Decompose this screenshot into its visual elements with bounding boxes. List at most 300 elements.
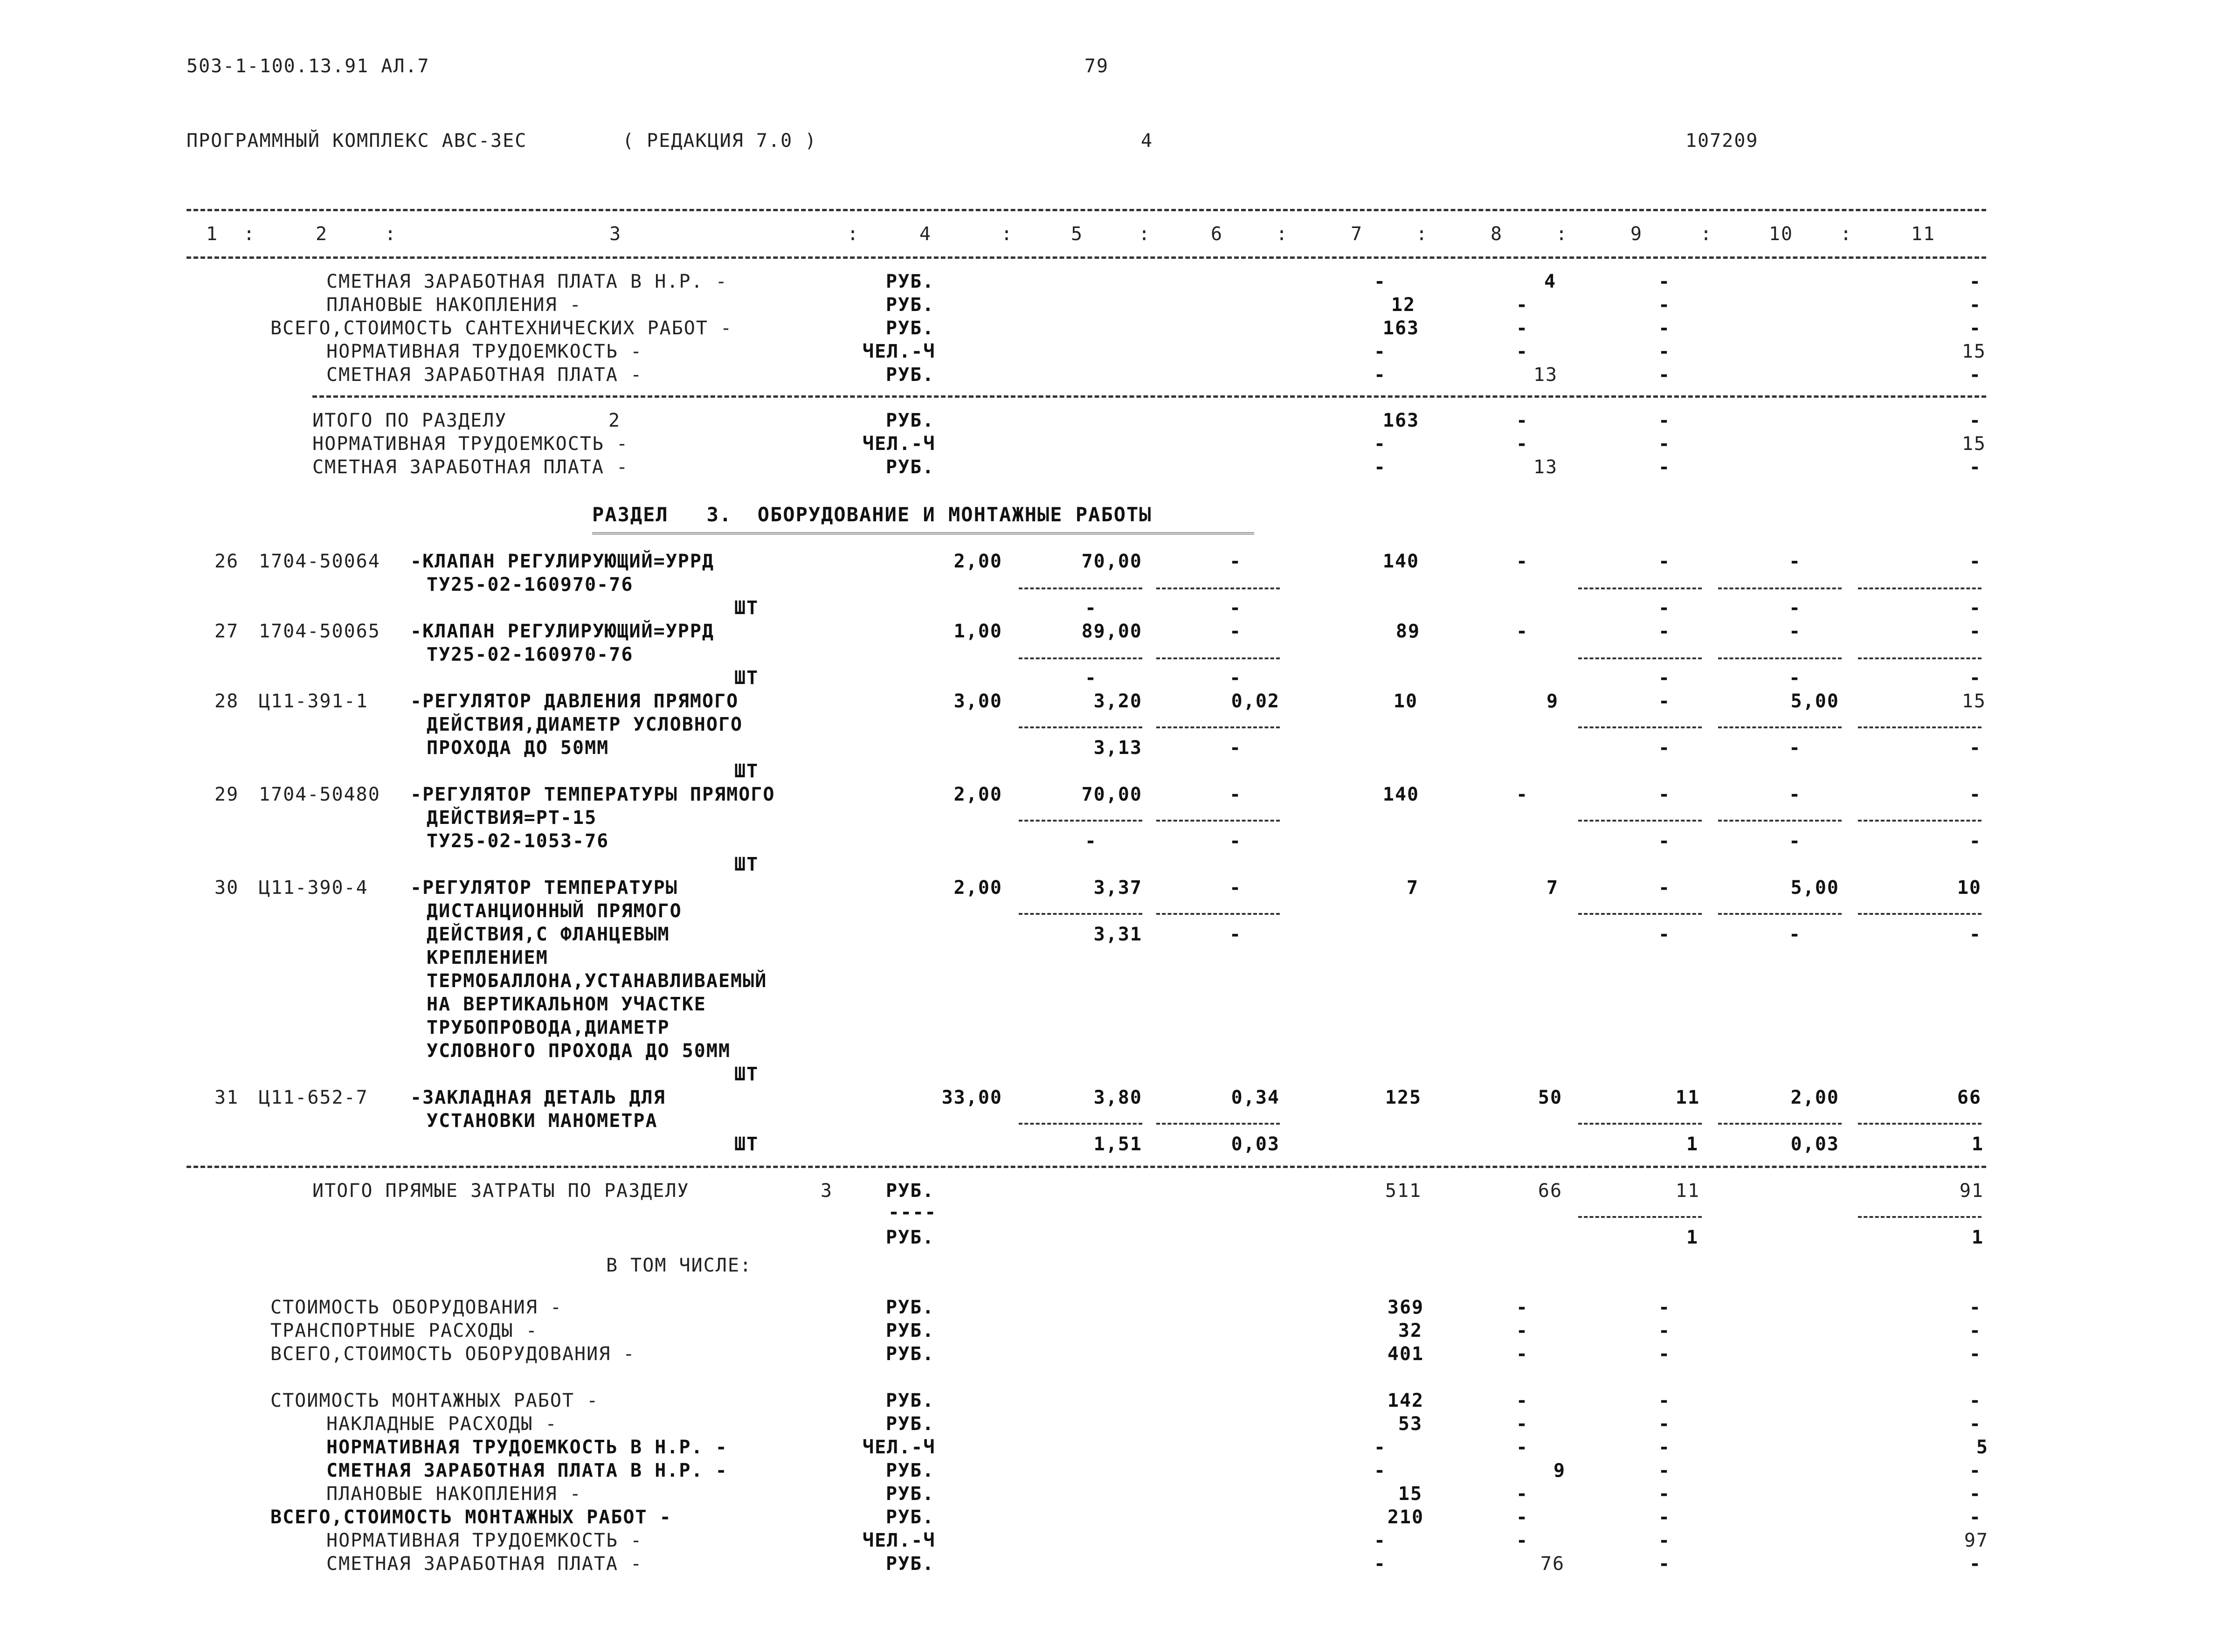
value-col9: - xyxy=(1658,1413,1671,1435)
sub-value-col10: - xyxy=(1788,737,1802,759)
row-desc-line: -РЕГУЛЯТОР ТЕМПЕРАТУРЫ ПРЯМОГО xyxy=(410,784,775,805)
row-desc-line: ДЕЙСТВИЯ=РТ-15 xyxy=(427,807,597,829)
summary-label: НОРМАТИВНАЯ ТРУДОЕМКОСТЬ - xyxy=(326,341,643,362)
sub-value-col10: - xyxy=(1788,597,1802,619)
value-col8: 13 xyxy=(1533,364,1558,386)
summary-label: НОРМАТИВНАЯ ТРУДОЕМКОСТЬ В Н.Р. - xyxy=(326,1437,728,1458)
split-rule xyxy=(1156,726,1280,728)
col-header-6: 6 xyxy=(1210,223,1223,245)
unit: ЧЕЛ.-Ч xyxy=(863,1530,936,1551)
row-desc-line: ТУ25-02-1053-76 xyxy=(427,830,609,852)
value-col7: - xyxy=(1374,433,1387,455)
value-col9: - xyxy=(1658,410,1671,431)
sub-value-col11: - xyxy=(1969,667,1981,689)
split-rule xyxy=(1858,726,1981,728)
sub-value-col11: - xyxy=(1969,924,1981,945)
value-col9: - xyxy=(1658,1320,1671,1341)
value-col8: 13 xyxy=(1533,456,1558,478)
value-col8: - xyxy=(1516,1320,1529,1341)
value-col9: 11 xyxy=(1675,1087,1700,1108)
unit-sht: ШТ xyxy=(734,1064,759,1085)
split-rule xyxy=(1156,820,1280,822)
value-col6: - xyxy=(1229,877,1242,899)
value-col9: - xyxy=(1658,1460,1671,1481)
unit: РУБ. xyxy=(886,456,935,478)
value-col8: - xyxy=(1516,410,1529,431)
value-col7: 142 xyxy=(1387,1390,1424,1411)
unit: РУБ. xyxy=(886,410,935,431)
col-separator: : xyxy=(243,223,256,245)
value-col7: 125 xyxy=(1385,1087,1422,1108)
col-header-8: 8 xyxy=(1490,223,1503,245)
value-col7: 401 xyxy=(1387,1343,1424,1365)
value-qty: 3,00 xyxy=(953,691,1002,712)
summary-label: ТРАНСПОРТНЫЕ РАСХОДЫ - xyxy=(270,1320,538,1341)
document-code: 503-1-100.13.91 АЛ.7 xyxy=(186,55,430,77)
value-col9: - xyxy=(1658,364,1671,386)
split-rule xyxy=(1156,1123,1280,1125)
value-col10: 5,00 xyxy=(1790,877,1839,899)
page-number: 79 xyxy=(1084,55,1109,77)
split-rule xyxy=(1019,913,1142,915)
sub-value-col10: - xyxy=(1788,667,1802,689)
unit-sht: ШТ xyxy=(734,760,759,782)
summary-label: НОРМАТИВНАЯ ТРУДОЕМКОСТЬ - xyxy=(326,1530,643,1551)
value-qty: 2,00 xyxy=(953,551,1002,572)
row-desc-line: ДИСТАНЦИОННЫЙ ПРЯМОГО xyxy=(427,900,682,922)
value-col7: 163 xyxy=(1382,318,1420,339)
value-col5: 3,37 xyxy=(1093,877,1142,899)
value-col8: - xyxy=(1516,1413,1529,1435)
sheet-number: 4 xyxy=(1140,130,1153,152)
sub-value-col11: - xyxy=(1969,830,1981,852)
value-col7: 10 xyxy=(1393,691,1418,712)
sub-value-col5: - xyxy=(1084,667,1098,689)
sub-value-col6: - xyxy=(1229,924,1242,945)
value-col11: - xyxy=(1969,551,1981,572)
value-col11: 15 xyxy=(1961,691,1986,712)
unit: РУБ. xyxy=(886,1507,935,1528)
value-col7: - xyxy=(1374,1530,1387,1551)
sub-value-col9: - xyxy=(1658,830,1671,852)
value-col7: 12 xyxy=(1391,294,1416,316)
summary-label: ВСЕГО,СТОИМОСТЬ САНТЕХНИЧЕСКИХ РАБОТ - xyxy=(270,318,733,339)
including-heading: В ТОМ ЧИСЛЕ: xyxy=(606,1255,752,1276)
unit-sht: ШТ xyxy=(734,597,759,619)
split-rule xyxy=(1156,657,1280,659)
split-rule xyxy=(1718,588,1842,589)
section-number: 3 xyxy=(821,1180,833,1202)
value-col9: - xyxy=(1658,1343,1671,1365)
sub-value-col9: 1 xyxy=(1686,1227,1699,1248)
row-desc-line: ДЕЙСТВИЯ,ДИАМЕТР УСЛОВНОГО xyxy=(427,714,743,735)
split-rule xyxy=(1858,1216,1981,1218)
value-col10: 2,00 xyxy=(1790,1087,1839,1108)
summary-label: СМЕТНАЯ ЗАРАБОТНАЯ ПЛАТА - xyxy=(326,364,643,386)
value-col7: - xyxy=(1374,456,1387,478)
row-desc-line: НА ВЕРТИКАЛЬНОМ УЧАСТКЕ xyxy=(427,994,706,1015)
value-col8: - xyxy=(1516,621,1529,642)
row-code: 1704-50064 xyxy=(259,551,380,572)
value-col5: 89,00 xyxy=(1081,621,1142,642)
total-label: ИТОГО ПРЯМЫЕ ЗАТРАТЫ ПО РАЗДЕЛУ xyxy=(312,1180,690,1202)
unit: РУБ. xyxy=(886,1180,935,1202)
sub-value-col10: 0,03 xyxy=(1790,1134,1839,1155)
value-col7: - xyxy=(1374,271,1387,292)
value-col8: 76 xyxy=(1540,1553,1565,1575)
col-header-10: 10 xyxy=(1768,223,1794,245)
value-col7: 210 xyxy=(1387,1507,1424,1528)
section-title-underline xyxy=(592,532,1254,536)
value-col7: - xyxy=(1374,1437,1387,1458)
unit: ЧЕЛ.-Ч xyxy=(863,341,936,362)
col-header-4: 4 xyxy=(919,223,932,245)
col-separator: : xyxy=(1700,223,1713,245)
row-number: 28 xyxy=(214,691,239,712)
header-bottom-rule xyxy=(186,256,1986,259)
value-col11: 5 xyxy=(1976,1437,1988,1458)
split-rule xyxy=(1858,913,1981,915)
program-title: ПРОГРАММНЫЙ КОМПЛЕКС АВС-3ЕС xyxy=(186,130,527,152)
row-code: 1704-50480 xyxy=(259,784,380,805)
value-qty: 2,00 xyxy=(953,784,1002,805)
value-col7: 511 xyxy=(1385,1180,1422,1202)
value-col8: - xyxy=(1516,294,1529,316)
value-col8: - xyxy=(1516,341,1529,362)
header-top-rule xyxy=(186,209,1986,211)
summary-label: СМЕТНАЯ ЗАРАБОТНАЯ ПЛАТА - xyxy=(312,456,629,478)
value-col11: - xyxy=(1969,1553,1981,1575)
value-col11: - xyxy=(1969,1297,1981,1318)
value-col8: - xyxy=(1516,1483,1529,1505)
col-header-5: 5 xyxy=(1070,223,1084,245)
value-col11: - xyxy=(1969,364,1981,386)
value-col6: - xyxy=(1229,621,1242,642)
summary-label: ВСЕГО,СТОИМОСТЬ МОНТАЖНЫХ РАБОТ - xyxy=(270,1507,672,1528)
split-rule xyxy=(1578,820,1702,822)
value-col7: 89 xyxy=(1395,621,1421,642)
value-col6: 0,34 xyxy=(1231,1087,1280,1108)
value-col11: - xyxy=(1969,294,1981,316)
value-col9: - xyxy=(1658,1437,1671,1458)
split-rule xyxy=(1578,588,1702,589)
value-col7: 32 xyxy=(1398,1320,1423,1341)
unit: РУБ. xyxy=(886,294,935,316)
row-number: 26 xyxy=(214,551,239,572)
value-col9: - xyxy=(1658,621,1671,642)
row-code: Ц11-391-1 xyxy=(259,691,368,712)
split-rule xyxy=(1019,588,1142,589)
row-desc-line: ТУ25-02-160970-76 xyxy=(427,644,634,665)
value-col11: - xyxy=(1969,318,1981,339)
value-col8: - xyxy=(1516,1507,1529,1528)
unit: РУБ. xyxy=(886,1390,935,1411)
col-header-9: 9 xyxy=(1630,223,1643,245)
split-rule xyxy=(1156,588,1280,589)
split-rule xyxy=(1858,657,1981,659)
sub-value-col5: 3,13 xyxy=(1093,737,1142,759)
value-col11: - xyxy=(1969,271,1981,292)
value-col11: 15 xyxy=(1961,433,1986,455)
value-col5: 3,20 xyxy=(1093,691,1142,712)
sub-value-col5: 3,31 xyxy=(1093,924,1142,945)
value-col11: - xyxy=(1969,1483,1981,1505)
sub-value-col9: - xyxy=(1658,597,1671,619)
value-col9: - xyxy=(1658,271,1671,292)
value-qty: 1,00 xyxy=(953,621,1002,642)
unit: РУБ. xyxy=(886,318,935,339)
row-number: 27 xyxy=(214,621,239,642)
split-rule xyxy=(1578,1216,1702,1218)
value-col9: - xyxy=(1658,1390,1671,1411)
unit: ЧЕЛ.-Ч xyxy=(863,433,936,455)
section-number: 2 xyxy=(608,410,621,431)
summary-label: ПЛАНОВЫЕ НАКОПЛЕНИЯ - xyxy=(326,294,582,316)
value-col7: - xyxy=(1374,1553,1387,1575)
value-col8: 66 xyxy=(1538,1180,1563,1202)
value-col8: 9 xyxy=(1546,691,1559,712)
sub-value-col6: - xyxy=(1229,597,1242,619)
split-rule xyxy=(1718,820,1842,822)
col-separator: : xyxy=(1001,223,1014,245)
value-col7: - xyxy=(1374,1460,1387,1481)
col-separator: : xyxy=(1276,223,1289,245)
row-desc-line: -РЕГУЛЯТОР ТЕМПЕРАТУРЫ xyxy=(410,877,678,899)
value-col5: 3,80 xyxy=(1093,1087,1142,1108)
value-col7: 140 xyxy=(1382,551,1420,572)
sub-value-col10: - xyxy=(1788,830,1802,852)
value-col7: - xyxy=(1374,364,1387,386)
unit: ЧЕЛ.-Ч xyxy=(863,1437,936,1458)
row-desc-line: КРЕПЛЕНИЕМ xyxy=(427,947,548,968)
unit: РУБ. xyxy=(886,1343,935,1365)
value-col9: - xyxy=(1658,1530,1671,1551)
unit: РУБ. xyxy=(886,1483,935,1505)
unit: РУБ. xyxy=(886,1227,935,1248)
value-col9: - xyxy=(1658,551,1671,572)
value-col9: - xyxy=(1658,877,1671,899)
summary-label: НОРМАТИВНАЯ ТРУДОЕМКОСТЬ - xyxy=(312,433,629,455)
sub-value-col6: 0,03 xyxy=(1231,1134,1280,1155)
value-col9: - xyxy=(1658,1297,1671,1318)
value-col11: - xyxy=(1969,410,1981,431)
summary-label: СМЕТНАЯ ЗАРАБОТНАЯ ПЛАТА В Н.Р. - xyxy=(326,271,728,292)
value-col9: - xyxy=(1658,456,1671,478)
sub-value-col5: 1,51 xyxy=(1093,1134,1142,1155)
sub-value-col9: - xyxy=(1658,924,1671,945)
unit-sht: ШТ xyxy=(734,854,759,875)
value-col10: 5,00 xyxy=(1790,691,1839,712)
split-rule xyxy=(1858,588,1981,589)
summary-label: ИТОГО ПО РАЗДЕЛУ xyxy=(312,410,507,431)
row-desc-line: ТУ25-02-160970-76 xyxy=(427,574,634,595)
value-qty: 2,00 xyxy=(953,877,1002,899)
value-col9: 11 xyxy=(1675,1180,1700,1202)
value-col11: 66 xyxy=(1957,1087,1981,1108)
sub-value-col5: - xyxy=(1084,597,1098,619)
split-rule xyxy=(1578,1123,1702,1125)
sub-value-col11: - xyxy=(1969,737,1981,759)
unit: РУБ. xyxy=(886,1413,935,1435)
split-rule xyxy=(1578,657,1702,659)
value-col11: - xyxy=(1969,1413,1981,1435)
value-col11: 97 xyxy=(1964,1530,1988,1551)
unit: РУБ. xyxy=(886,1460,935,1481)
total-dashes: ---- xyxy=(888,1202,937,1223)
row-desc-line: -КЛАПАН РЕГУЛИРУЮЩИЙ=УРРД xyxy=(410,621,715,642)
split-rule xyxy=(1578,726,1702,728)
sub-value-col6: - xyxy=(1229,667,1242,689)
value-col11: - xyxy=(1969,1460,1981,1481)
value-col11: - xyxy=(1969,1390,1981,1411)
col-separator: : xyxy=(1415,223,1429,245)
split-rule xyxy=(1019,726,1142,728)
value-col7: - xyxy=(1374,341,1387,362)
row-desc-line: УСЛОВНОГО ПРОХОДА ДО 50ММ xyxy=(427,1040,731,1062)
summary-label: СМЕТНАЯ ЗАРАБОТНАЯ ПЛАТА В Н.Р. - xyxy=(326,1460,728,1481)
summary-label: ВСЕГО,СТОИМОСТЬ ОБОРУДОВАНИЯ - xyxy=(270,1343,635,1365)
value-col8: - xyxy=(1516,551,1529,572)
edition: ( РЕДАКЦИЯ 7.0 ) xyxy=(622,130,817,152)
section-divider xyxy=(312,395,1986,398)
value-col8: - xyxy=(1516,1390,1529,1411)
col-separator: : xyxy=(847,223,860,245)
value-col11: - xyxy=(1969,784,1981,805)
document-number: 107209 xyxy=(1685,130,1759,152)
split-rule xyxy=(1718,1123,1842,1125)
split-rule xyxy=(1718,657,1842,659)
summary-label: ПЛАНОВЫЕ НАКОПЛЕНИЯ - xyxy=(326,1483,582,1505)
col-header-11: 11 xyxy=(1911,223,1936,245)
summary-label: СТОИМОСТЬ ОБОРУДОВАНИЯ - xyxy=(270,1297,562,1318)
sub-value-col5: - xyxy=(1084,830,1098,852)
sub-value-col6: - xyxy=(1229,830,1242,852)
unit: РУБ. xyxy=(886,1320,935,1341)
sub-value-col9: - xyxy=(1658,737,1671,759)
value-col7: 369 xyxy=(1387,1297,1424,1318)
value-col6: - xyxy=(1229,784,1242,805)
row-code: Ц11-652-7 xyxy=(259,1087,368,1108)
value-col11: 91 xyxy=(1959,1180,1984,1202)
value-col5: 70,00 xyxy=(1081,551,1142,572)
table-bottom-rule xyxy=(186,1166,1986,1168)
row-desc-line: ПРОХОДА ДО 50ММ xyxy=(427,737,609,759)
row-desc-line: -КЛАПАН РЕГУЛИРУЮЩИЙ=УРРД xyxy=(410,551,715,572)
row-desc-line: ТРУБОПРОВОДА,ДИАМЕТР xyxy=(427,1017,670,1038)
value-col11: - xyxy=(1969,456,1981,478)
value-col8: - xyxy=(1516,1297,1529,1318)
summary-label: НАКЛАДНЫЕ РАСХОДЫ - xyxy=(326,1413,558,1435)
value-col7: 53 xyxy=(1398,1413,1423,1435)
sub-value-col11: 1 xyxy=(1971,1227,1984,1248)
row-code: Ц11-390-4 xyxy=(259,877,368,899)
section-title: РАЗДЕЛ 3. ОБОРУДОВАНИЕ И МОНТАЖНЫЕ РАБОТЫ xyxy=(592,503,1152,526)
unit-sht: ШТ xyxy=(734,1134,759,1155)
split-rule xyxy=(1019,1123,1142,1125)
col-separator: : xyxy=(1840,223,1853,245)
col-header-7: 7 xyxy=(1350,223,1363,245)
value-col11: 10 xyxy=(1957,877,1981,899)
value-col8: - xyxy=(1516,784,1529,805)
unit: РУБ. xyxy=(886,1553,935,1575)
value-col8: 9 xyxy=(1553,1460,1566,1481)
sub-value-col11: 1 xyxy=(1971,1134,1984,1155)
value-col8: - xyxy=(1516,318,1529,339)
unit-sht: ШТ xyxy=(734,667,759,689)
split-rule xyxy=(1156,913,1280,915)
value-col9: - xyxy=(1658,691,1671,712)
value-col9: - xyxy=(1658,784,1671,805)
col-separator: : xyxy=(1555,223,1568,245)
value-col10: - xyxy=(1788,784,1802,805)
summary-label: СМЕТНАЯ ЗАРАБОТНАЯ ПЛАТА - xyxy=(326,1553,643,1575)
value-col9: - xyxy=(1658,433,1671,455)
split-rule xyxy=(1019,657,1142,659)
value-col8: 7 xyxy=(1546,877,1559,899)
value-col11: - xyxy=(1969,1320,1981,1341)
col-header-3: 3 xyxy=(609,223,622,245)
unit: РУБ. xyxy=(886,364,935,386)
value-col9: - xyxy=(1658,1507,1671,1528)
sub-value-col10: - xyxy=(1788,924,1802,945)
value-col8: - xyxy=(1516,1437,1529,1458)
sub-value-col9: 1 xyxy=(1686,1134,1699,1155)
value-col7: 140 xyxy=(1382,784,1420,805)
value-col7: 163 xyxy=(1382,410,1420,431)
value-col6: - xyxy=(1229,551,1242,572)
sub-value-col11: - xyxy=(1969,597,1981,619)
value-col5: 70,00 xyxy=(1081,784,1142,805)
value-col7: 7 xyxy=(1406,877,1419,899)
split-rule xyxy=(1019,820,1142,822)
split-rule xyxy=(1718,726,1842,728)
col-header-2: 2 xyxy=(315,223,328,245)
value-col8: - xyxy=(1516,433,1529,455)
value-col8: - xyxy=(1516,1343,1529,1365)
split-rule xyxy=(1858,1123,1981,1125)
value-col9: - xyxy=(1658,1553,1671,1575)
row-desc-line: ДЕЙСТВИЯ,С ФЛАНЦЕВЫМ xyxy=(427,924,670,945)
value-col8: - xyxy=(1516,1530,1529,1551)
value-col11: - xyxy=(1969,621,1981,642)
col-header-1: 1 xyxy=(206,223,219,245)
value-col6: 0,02 xyxy=(1231,691,1280,712)
row-desc-line: УСТАНОВКИ МАНОМЕТРА xyxy=(427,1110,658,1132)
row-number: 29 xyxy=(214,784,239,805)
sub-value-col9: - xyxy=(1658,667,1671,689)
value-col11: - xyxy=(1969,1343,1981,1365)
col-separator: : xyxy=(1138,223,1151,245)
value-col9: - xyxy=(1658,1483,1671,1505)
row-desc-line: -РЕГУЛЯТОР ДАВЛЕНИЯ ПРЯМОГО xyxy=(410,691,739,712)
summary-label: СТОИМОСТЬ МОНТАЖНЫХ РАБОТ - xyxy=(270,1390,599,1411)
value-col10: - xyxy=(1788,621,1802,642)
row-code: 1704-50065 xyxy=(259,621,380,642)
value-col11: - xyxy=(1969,1507,1981,1528)
col-separator: : xyxy=(384,223,397,245)
value-col11: 15 xyxy=(1961,341,1986,362)
value-qty: 33,00 xyxy=(941,1087,1002,1108)
value-col8: 4 xyxy=(1544,271,1557,292)
row-number: 31 xyxy=(214,1087,239,1108)
row-desc-line: ТЕРМОБАЛЛОНА,УСТАНАВЛИВАЕМЫЙ xyxy=(427,970,767,992)
value-col9: - xyxy=(1658,341,1671,362)
row-number: 30 xyxy=(214,877,239,899)
value-col9: - xyxy=(1658,294,1671,316)
split-rule xyxy=(1578,913,1702,915)
unit: РУБ. xyxy=(886,271,935,292)
value-col9: - xyxy=(1658,318,1671,339)
